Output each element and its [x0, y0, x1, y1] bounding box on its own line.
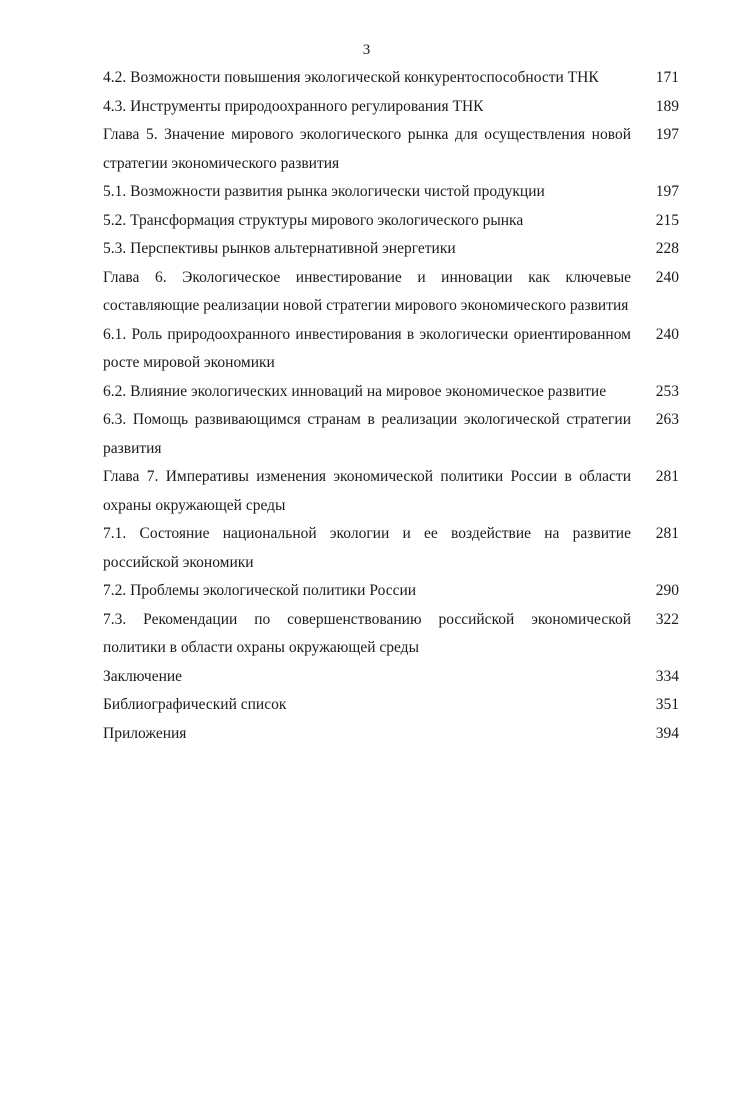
toc-entry — [103, 207, 683, 236]
toc-entry — [103, 663, 683, 692]
toc-entry-page: 253 — [655, 382, 679, 400]
toc-entry-title: 6.2. Влияние экологических инноваций на мировое экономическое развитие — [103, 382, 607, 400]
toc-entry-title: 4.2. Возможности повышения экологической конкурентоспособности ТНК — [103, 69, 599, 86]
toc-entry-page: 215 — [655, 211, 679, 229]
toc-entry-page: 334 — [655, 667, 679, 685]
toc-entry-page: 228 — [655, 240, 679, 257]
toc-entry — [103, 520, 683, 577]
toc-entry — [103, 378, 683, 407]
toc-entry-page: 197 — [655, 183, 679, 200]
toc-entry — [103, 235, 683, 264]
toc-entry-title: 7.2. Проблемы экологической политики России — [103, 582, 417, 599]
toc-entry-title: Приложения — [103, 724, 187, 742]
toc-entry — [103, 178, 683, 207]
toc-entry-page: 171 — [655, 69, 679, 86]
toc-entry-title: 6.3. Помощь развивающимся странам в реализации экологической стратегии развития — [103, 411, 631, 457]
toc-entry-page: 322 — [655, 610, 679, 628]
toc-entry-page: 197 — [655, 126, 679, 143]
toc-entry — [103, 720, 683, 749]
toc-entry-title: Глава 7. Императивы изменения экономической политики России в области охраны окружающей среды — [103, 468, 631, 514]
toc-entry-title: 7.1. Состояние национальной экологии и ее воздействие на развитие российской экономики — [103, 525, 631, 571]
toc-entry-title: 7.3. Рекомендации по совершенствованию российской экономической политики в области охраны окружающей среды — [103, 610, 631, 656]
toc-entry — [103, 264, 683, 321]
toc-entry-page: 189 — [655, 97, 679, 115]
toc-entry — [103, 691, 683, 720]
toc-entry-title: Библиографический список — [103, 696, 287, 713]
toc-entry-page: 281 — [655, 525, 679, 542]
toc-entry — [103, 121, 683, 178]
toc-entry-page: 290 — [655, 582, 679, 599]
toc-entry — [103, 463, 683, 520]
toc-entry — [103, 406, 683, 463]
table-of-contents — [103, 64, 683, 748]
toc-entry-title: 5.2. Трансформация структуры мирового экологического рынка — [103, 211, 524, 229]
toc-entry — [103, 93, 683, 122]
toc-entry-title: Глава 5. Значение мирового экологического рынка для осуществления новой стратегии экономического развития — [103, 126, 631, 172]
toc-entry — [103, 321, 683, 378]
toc-entry-title: Глава 6. Экологическое инвестирование и инновации как ключевые составляющие реализации новой стратегии мирового экономического развития — [103, 268, 631, 314]
toc-entry-page: 263 — [655, 411, 679, 428]
toc-entry-page: 240 — [655, 325, 679, 343]
toc-entry-title: 5.1. Возможности развития рынка экологически чистой продукции — [103, 183, 545, 200]
toc-entry-title: 5.3. Перспективы рынков альтернативной энергетики — [103, 240, 456, 257]
toc-entry-title: 6.1. Роль природоохранного инвестирования в экологически ориентированном росте мировой экономики — [103, 325, 631, 371]
page-number: 3 — [362, 42, 371, 58]
toc-entry-page: 351 — [655, 696, 679, 713]
toc-entry — [103, 64, 683, 93]
toc-entry-page: 394 — [655, 724, 679, 742]
toc-entry — [103, 577, 683, 606]
toc-entry-page: 240 — [655, 268, 679, 286]
toc-entry-page: 281 — [655, 468, 679, 485]
toc-entry-title: 4.3. Инструменты природоохранного регулирования ТНК — [103, 97, 484, 115]
toc-entry-title: Заключение — [103, 667, 183, 685]
toc-entry — [103, 606, 683, 663]
